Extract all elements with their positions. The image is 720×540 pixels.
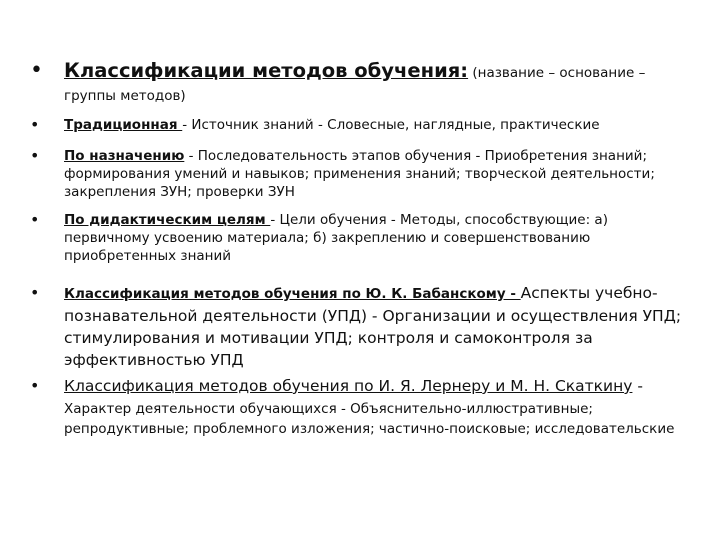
item-heading: Классификация методов обучения по И. Я. Лернеру и М. Н. Скаткину <box>64 377 633 395</box>
list-item-traditional <box>30 116 690 134</box>
title-heading: Классификации методов обучения: <box>64 59 469 82</box>
item-heading: По назначению <box>64 148 185 164</box>
bullet: • <box>30 376 40 395</box>
item-heading: По дидактическим целям <box>64 212 271 228</box>
item-body: - Последовательность этапов обучения - Приобретения знаний; формирования умений и навыков; применения знаний; творческой деятельности; закрепления ЗУН; проверки ЗУН <box>64 148 655 200</box>
title-subtitle: (название – основание – <box>468 65 646 81</box>
item-heading: Традиционная <box>64 117 183 133</box>
list-item-didactic <box>30 211 690 265</box>
item-body: Характер деятельности обучающихся - Объяснительно-иллюстративные; репродуктивные; проблемного изложения; частично-поисковые; исследовательские <box>64 401 675 437</box>
item-body: Аспекты учебно-познавательной деятельности (УПД) - Организации и осуществления УПД; стимулирования и мотивации УПД; контроля и самоконтроля за эффективностью УПД <box>64 284 682 369</box>
item-dash: - <box>632 377 643 395</box>
list-item-lerner <box>30 375 690 439</box>
title-text <box>64 58 690 106</box>
bullet: • <box>30 210 40 229</box>
list-item-purpose <box>30 147 690 201</box>
item-body: - Источник знаний - Словесные, наглядные, практические <box>182 117 600 133</box>
bullet: • <box>30 146 40 165</box>
bullet: • <box>30 283 40 302</box>
title-subtitle-line2: группы методов) <box>64 88 186 104</box>
bullet: • <box>30 58 43 83</box>
list-item-babansky <box>30 282 690 371</box>
item-heading: Классификация методов обучения по Ю. К. Бабанскому - <box>64 286 521 302</box>
item-body: - Цели обучения - Методы, способствующие: а) первичному усвоению материала; б) закреплению и совершенствованию приобретенных знаний <box>64 212 608 264</box>
title-item <box>30 58 690 106</box>
bullet: • <box>30 115 40 134</box>
